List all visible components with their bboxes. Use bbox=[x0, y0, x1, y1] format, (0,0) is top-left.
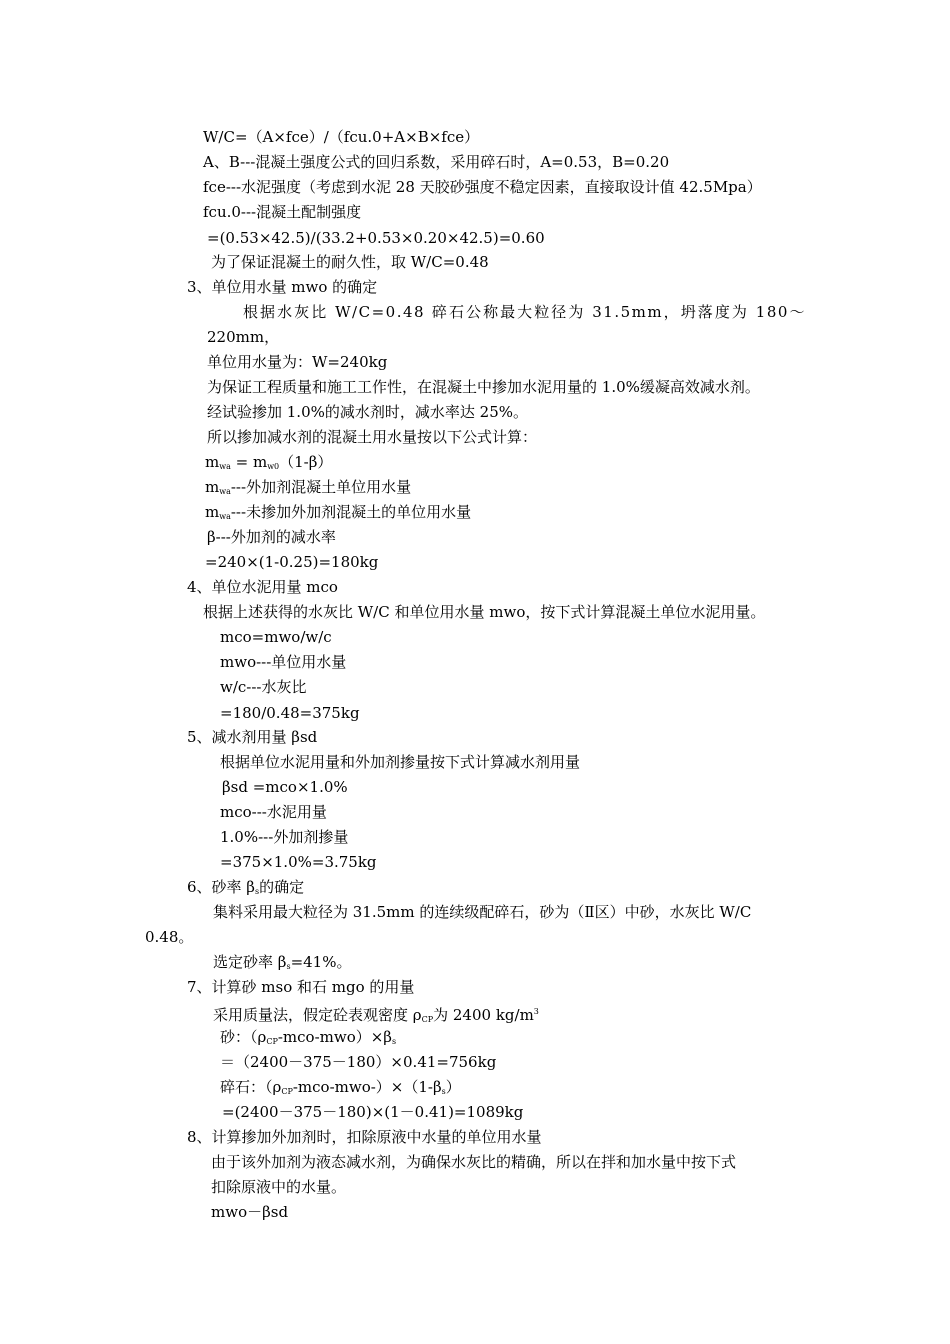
section-heading-5: 5、减水剂用量 βsd bbox=[187, 728, 318, 746]
section-heading-6: 6、砂率 $\beta_s$的确定 bbox=[187, 878, 305, 896]
text-line: 为了保证混凝土的耐久性，取 W/C=0.48 bbox=[211, 253, 489, 271]
formula-mco: mco=mwo/w/c bbox=[220, 628, 332, 646]
text-line: 0.48。 bbox=[145, 928, 194, 946]
formula-result: =180/0.48=375kg bbox=[220, 704, 360, 722]
formula-mwo: mwo－βsd bbox=[211, 1203, 289, 1221]
text-line: 根据水灰比 W/C=0.48 碎石公称最大粒径为 31.5mm，坍落度为 180～ bbox=[243, 303, 806, 321]
formula-result: ＝（2400－375－180）×0.41=756kg bbox=[220, 1053, 497, 1071]
section-heading-8: 8、计算掺加外加剂时，扣除原液中水量的单位用水量 bbox=[187, 1128, 542, 1146]
text-line: 为保证工程质量和施工工作性，在混凝土中掺加水泥用量的 1.0%缓凝高效减水剂。 bbox=[207, 378, 760, 396]
text-line: 所以掺加减水剂的混凝土用水量按以下公式计算： bbox=[207, 428, 538, 446]
formula-bsd: βsd =mco×1.0% bbox=[222, 778, 348, 796]
text-line: 由于该外加剂为液态减水剂，为确保水灰比的精确，所以在拌和加水量中按下式 bbox=[211, 1153, 737, 1171]
formula-result: =375×1.0%=3.75kg bbox=[220, 853, 377, 871]
text-line: 扣除原液中的水量。 bbox=[211, 1178, 347, 1196]
text-line: β---外加剂的减水率 bbox=[207, 528, 336, 546]
text-line: fcu.0---混凝土配制强度 bbox=[203, 203, 362, 221]
text-line: 选定砂率 $\beta_s=41\%$。 bbox=[213, 953, 352, 971]
text-line: 1.0%---外加剂掺量 bbox=[220, 828, 349, 846]
text-line: 采用质量法，假定砼表观密度 $\rho_{CP}$为 2400 $kg/m^3$ bbox=[213, 1006, 539, 1024]
text-line: 经试验掺加 1.0%的减水剂时，减水率达 25%。 bbox=[207, 403, 528, 421]
formula-sand: 砂：$(\rho_{CP}-mco-mwo)\times\beta_s$ bbox=[220, 1028, 397, 1046]
formula-result: =240×(1-0.25)=180kg bbox=[205, 553, 379, 571]
text-line: $m_{wa}---$外加剂混凝土单位用水量 bbox=[205, 478, 412, 496]
formula-mwa: $m_{wa} = m_{w0}(1-\beta)$ bbox=[205, 453, 333, 471]
text-line: 根据单位水泥用量和外加剂掺量按下式计算减水剂用量 bbox=[220, 753, 581, 771]
formula-result: =(2400－375－180)×(1－0.41)=1089kg bbox=[222, 1103, 524, 1121]
text-line: $m_{wa}---$未掺加外加剂混凝土的单位用水量 bbox=[205, 503, 472, 521]
formula-gravel: 碎石：$(\rho_{CP}-mco-mwo-)\times(1-\beta_s)$ bbox=[220, 1078, 461, 1096]
text-line: 220mm， bbox=[207, 328, 280, 346]
formula-wc: W/C=（A×fce）/（fcu.0+A×B×fce） bbox=[203, 128, 480, 146]
text-line: w/c---水灰比 bbox=[220, 678, 307, 696]
section-heading-4: 4、单位水泥用量 mco bbox=[187, 578, 338, 596]
text-line: 集料采用最大粒径为 31.5mm 的连续级配碎石，砂为（Ⅱ区）中砂，水灰比 W/C bbox=[213, 903, 752, 921]
text-line: 根据上述获得的水灰比 W/C 和单位用水量 mwo，按下式计算混凝土单位水泥用量。 bbox=[203, 603, 766, 621]
text-line: A、B---混凝土强度公式的回归系数，采用碎石时，A=0.53，B=0.20 bbox=[203, 153, 670, 171]
section-heading-3: 3、单位用水量 mwo 的确定 bbox=[187, 278, 378, 296]
formula-result: =(0.53×42.5)/(33.2+0.53×0.20×42.5)=0.60 bbox=[207, 229, 545, 247]
text-line: mwo---单位用水量 bbox=[220, 653, 347, 671]
text-line: fce---水泥强度（考虑到水泥 28 天胶砂强度不稳定因素，直接取设计值 42.5Mpa） bbox=[203, 178, 762, 196]
text-line: mco---水泥用量 bbox=[220, 803, 327, 821]
section-heading-7: 7、计算砂 mso 和石 mgo 的用量 bbox=[187, 978, 415, 996]
text-line: 单位用水量为：W=240kg bbox=[207, 353, 388, 371]
